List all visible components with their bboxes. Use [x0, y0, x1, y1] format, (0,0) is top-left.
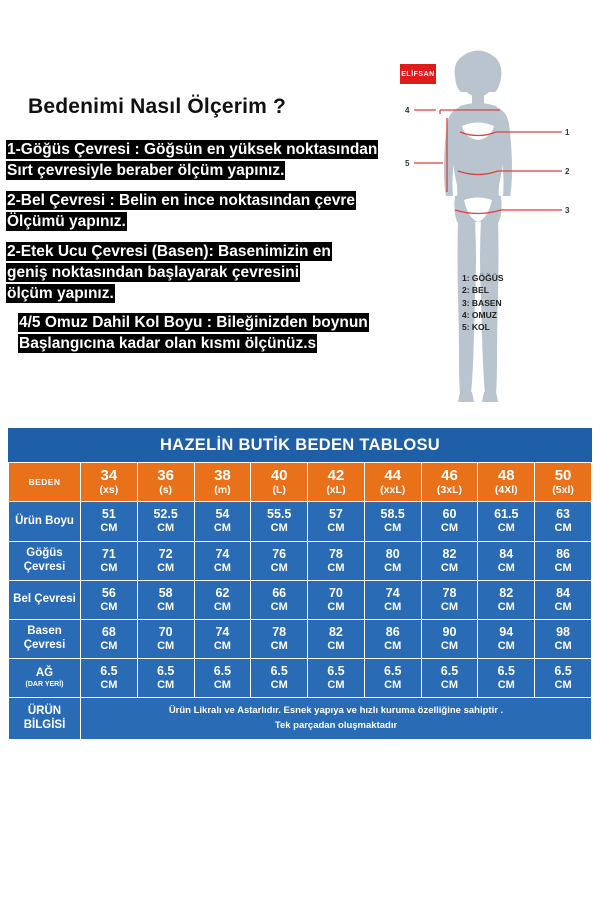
cell-unit: CM	[497, 639, 515, 652]
cell-unit: CM	[270, 522, 288, 535]
table-cell	[308, 659, 365, 698]
size-alt: (L)	[272, 484, 286, 497]
cell-value: 90	[442, 624, 457, 639]
cell-value: 6.5	[384, 664, 402, 679]
cell-unit: CM	[100, 522, 118, 535]
row-label	[9, 659, 81, 698]
size-alt: (xL)	[326, 484, 346, 497]
cell-value: 55.5	[267, 507, 292, 522]
table-cell	[421, 502, 478, 541]
table-cell	[251, 502, 308, 541]
cell-unit: CM	[440, 561, 459, 574]
cell-value: 63	[556, 507, 571, 522]
size-alt: (m)	[214, 484, 231, 497]
table-header-size	[478, 463, 535, 502]
cell-unit: CM	[327, 561, 345, 574]
size-alt: (s)	[159, 484, 173, 497]
table-cell	[194, 659, 251, 698]
female-body-diagram	[400, 40, 596, 420]
cell-unit: CM	[384, 639, 402, 652]
cell-value: 86	[556, 546, 571, 561]
cell-value: 60	[442, 507, 457, 522]
cell-value: 78	[272, 624, 287, 639]
table-cell	[194, 619, 251, 658]
table-cell	[478, 502, 535, 541]
product-info-text	[81, 698, 592, 740]
cell-unit: CM	[497, 561, 515, 574]
cell-value: 6.5	[100, 664, 118, 679]
cell-value: 74	[215, 624, 230, 639]
cell-value: 82	[499, 585, 514, 600]
marker-3-label: 3	[565, 206, 570, 215]
instruction-bold: 1-Göğüs Çevresi :	[7, 141, 140, 158]
cell-unit: CM	[270, 600, 288, 613]
cell-unit: CM	[554, 561, 572, 574]
cell-value: 6.5	[497, 664, 515, 679]
cell-unit: CM	[157, 522, 175, 535]
table-cell	[194, 541, 251, 580]
cell-unit: CM	[100, 600, 118, 613]
table-cell	[137, 541, 194, 580]
cell-unit: CM	[497, 522, 515, 535]
table-cell	[478, 619, 535, 658]
table-cell	[535, 580, 592, 619]
table-header-size	[421, 463, 478, 502]
cell-value: 76	[272, 546, 287, 561]
row-label	[9, 698, 81, 740]
cell-value: 58	[158, 585, 173, 600]
cell-value: 86	[385, 624, 400, 639]
measurement-figure	[400, 40, 596, 420]
cell-value: 62	[215, 585, 230, 600]
cell-value: 84	[499, 546, 514, 561]
table-cell	[535, 659, 592, 698]
cell-unit: CM	[270, 679, 288, 692]
table-cell	[364, 502, 421, 541]
row-label-text: AĞ	[35, 667, 54, 680]
table-cell	[364, 659, 421, 698]
cell-value: 68	[101, 624, 116, 639]
cell-value: 66	[272, 585, 287, 600]
cell-value: 6.5	[440, 664, 459, 679]
info-text-line1: Ürün Likralı ve Astarlıdır. Esnek yapıya ve hızlı kuruma özelliğine sahiptir .	[168, 705, 504, 717]
legend-item: 2: BEL	[462, 285, 489, 296]
table-cell	[364, 541, 421, 580]
cell-value: 82	[328, 624, 343, 639]
instructions-list	[6, 140, 406, 364]
cell-unit: CM	[384, 600, 402, 613]
page-title: Bedenimi Nasıl Ölçerim ?	[28, 95, 287, 118]
table-cell	[308, 619, 365, 658]
instruction-rest: Bileğinizden boynun	[211, 314, 368, 332]
instruction-bold: 4/5 Omuz Dahil Kol Boyu :	[19, 314, 212, 332]
table-header-size	[81, 463, 138, 502]
table-cell	[535, 619, 592, 658]
cell-value: 94	[499, 624, 514, 639]
row-label: Göğüs Çevresi	[9, 541, 81, 580]
cell-unit: CM	[270, 639, 288, 652]
cell-value: 74	[385, 585, 400, 600]
legend-item: 4: OMUZ	[462, 309, 497, 320]
cell-unit: CM	[384, 561, 402, 574]
size-alt: (xs)	[99, 484, 119, 497]
info-label-line2: BİLGİSİ	[23, 718, 66, 731]
info-text-line2: Tek parçadan oluşmaktadır	[274, 719, 398, 731]
info-label-line1: ÜRÜN	[27, 704, 62, 717]
cell-value: 51	[101, 507, 116, 522]
instruction-line2: Sırt çevresiyle beraber ölçüm yapınız.	[7, 161, 285, 179]
cell-unit: CM	[554, 639, 572, 652]
table-cell	[194, 502, 251, 541]
size-table-title: HAZELİN BUTİK BEDEN TABLOSU	[8, 428, 592, 462]
cell-unit: CM	[440, 600, 459, 613]
table-cell	[81, 502, 138, 541]
cell-unit: CM	[384, 679, 402, 692]
size-number: 40	[270, 467, 288, 484]
cell-unit: CM	[384, 522, 402, 535]
marker-4-label: 4	[405, 106, 410, 115]
cell-unit: CM	[497, 679, 515, 692]
table-cell	[137, 619, 194, 658]
cell-value: 6.5	[270, 664, 288, 679]
table-row	[9, 541, 592, 580]
cell-unit: CM	[270, 561, 288, 574]
cell-value: 70	[158, 624, 173, 639]
cell-unit: CM	[157, 639, 175, 652]
instruction-bold: 2-Bel Çevresi :	[7, 191, 115, 209]
table-header-size	[194, 463, 251, 502]
table-header-size	[251, 463, 308, 502]
table-header-size	[137, 463, 194, 502]
cell-unit: CM	[157, 679, 175, 692]
cell-unit: CM	[157, 561, 175, 574]
cell-value: 6.5	[213, 664, 232, 679]
cell-value: 84	[556, 585, 571, 600]
table-cell	[137, 659, 194, 698]
cell-unit: CM	[100, 561, 118, 574]
marker-5-label: 5	[405, 159, 410, 168]
table-cell	[421, 619, 478, 658]
table-cell	[81, 619, 138, 658]
instruction-line2: Başlangıcına kadar olan kısmı ölçünüz.s	[19, 335, 317, 353]
instruction-item	[6, 140, 406, 182]
table-cell	[421, 580, 478, 619]
cell-value: 61.5	[494, 507, 519, 522]
cell-value: 71	[101, 546, 116, 561]
marker-2-label: 2	[565, 167, 570, 176]
cell-value: 6.5	[554, 664, 572, 679]
table-cell	[194, 580, 251, 619]
table-header-size	[535, 463, 592, 502]
row-label-sub: (DAR YERİ)	[25, 680, 64, 688]
size-number: 34	[100, 467, 118, 484]
cell-value: 6.5	[156, 664, 175, 679]
cell-unit: CM	[440, 522, 459, 535]
table-cell	[478, 659, 535, 698]
cell-value: 54	[215, 507, 230, 522]
size-alt: (5xl)	[552, 484, 574, 497]
table-cell	[251, 659, 308, 698]
table-cell	[535, 502, 592, 541]
table-header-row	[9, 463, 592, 502]
table-cell	[251, 541, 308, 580]
instruction-rest: Belin en ince noktasından çevre	[114, 191, 356, 209]
size-number: 46	[441, 467, 458, 484]
cell-value: 80	[385, 546, 400, 561]
instruction-line2: geniş noktasından başlayarak çevresini	[7, 263, 300, 281]
table-cell	[251, 580, 308, 619]
table-cell	[81, 659, 138, 698]
instruction-rest: Basenimizin en	[213, 242, 331, 260]
cell-value: 58.5	[380, 507, 405, 522]
row-label: Basen Çevresi	[9, 619, 81, 658]
cell-value: 98	[556, 624, 571, 639]
table-cell	[308, 541, 365, 580]
table-cell	[308, 580, 365, 619]
cell-unit: CM	[213, 561, 231, 574]
instruction-item	[6, 242, 406, 305]
row-label: Ürün Boyu	[9, 502, 81, 541]
size-number: 36	[157, 467, 174, 484]
table-cell	[308, 502, 365, 541]
marker-1-label: 1	[565, 128, 570, 137]
instruction-rest: Göğsün en yüksek noktasından	[139, 141, 378, 158]
table-row	[9, 580, 592, 619]
brand-tag: ELİFSAN	[400, 64, 436, 84]
cell-value: 78	[328, 546, 343, 561]
size-number: 44	[384, 467, 402, 484]
cell-value: 72	[158, 546, 173, 561]
instruction-bold: 2-Etek Ucu Çevresi (Basen):	[7, 242, 214, 260]
legend-item: 1: GÖĞÜS	[462, 273, 504, 283]
cell-unit: CM	[440, 679, 459, 692]
cell-unit: CM	[497, 600, 515, 613]
cell-unit: CM	[327, 679, 345, 692]
size-number: 48	[497, 467, 515, 484]
table-cell	[364, 580, 421, 619]
cell-value: 52.5	[153, 507, 178, 522]
size-number: 38	[214, 467, 231, 484]
legend-item: 3: BASEN	[462, 297, 502, 308]
cell-unit: CM	[554, 522, 572, 535]
size-alt: (xxL)	[380, 484, 406, 497]
table-cell	[81, 580, 138, 619]
table-row	[9, 619, 592, 658]
table-cell	[478, 541, 535, 580]
table-cell	[137, 502, 194, 541]
table-header-size	[308, 463, 365, 502]
legend-item: 5: KOL	[462, 322, 490, 333]
cell-value: 82	[442, 546, 457, 561]
cell-value: 57	[328, 507, 343, 522]
size-alt: (3xL)	[436, 484, 463, 497]
cell-unit: CM	[157, 600, 175, 613]
cell-value: 56	[101, 585, 116, 600]
table-cell	[251, 619, 308, 658]
table-cell	[364, 619, 421, 658]
row-label: Bel Çevresi	[9, 580, 81, 619]
cell-value: 6.5	[327, 664, 345, 679]
table-cell	[421, 541, 478, 580]
cell-unit: CM	[327, 600, 345, 613]
instruction-line2: Ölçümü yapınız.	[7, 212, 126, 230]
cell-unit: CM	[440, 639, 459, 652]
table-info-row	[9, 698, 592, 740]
cell-value: 78	[442, 585, 457, 600]
size-table	[8, 462, 592, 740]
cell-value: 70	[328, 585, 343, 600]
size-alt: (4Xl)	[494, 484, 518, 497]
table-cell	[478, 580, 535, 619]
instruction-item	[6, 313, 406, 355]
cell-unit: CM	[327, 639, 345, 652]
instruction-item	[6, 191, 406, 233]
cell-unit: CM	[213, 679, 231, 692]
table-row	[9, 502, 592, 541]
table-corner-label: BEDEN	[9, 463, 81, 502]
table-header-size	[364, 463, 421, 502]
cell-unit: CM	[213, 639, 231, 652]
cell-unit: CM	[554, 600, 572, 613]
cell-unit: CM	[213, 600, 231, 613]
cell-unit: CM	[100, 639, 118, 652]
figure-legend	[462, 272, 504, 334]
cell-unit: CM	[554, 679, 572, 692]
instruction-line3: ölçüm yapınız.	[7, 284, 114, 302]
table-cell	[81, 541, 138, 580]
table-cell	[137, 580, 194, 619]
cell-unit: CM	[327, 522, 345, 535]
size-number: 42	[327, 467, 345, 484]
size-number: 50	[554, 467, 572, 484]
cell-value: 74	[215, 546, 230, 561]
table-cell	[421, 659, 478, 698]
table-row	[9, 659, 592, 698]
cell-unit: CM	[213, 522, 231, 535]
cell-unit: CM	[100, 679, 118, 692]
table-cell	[535, 541, 592, 580]
howto-section	[0, 0, 600, 425]
